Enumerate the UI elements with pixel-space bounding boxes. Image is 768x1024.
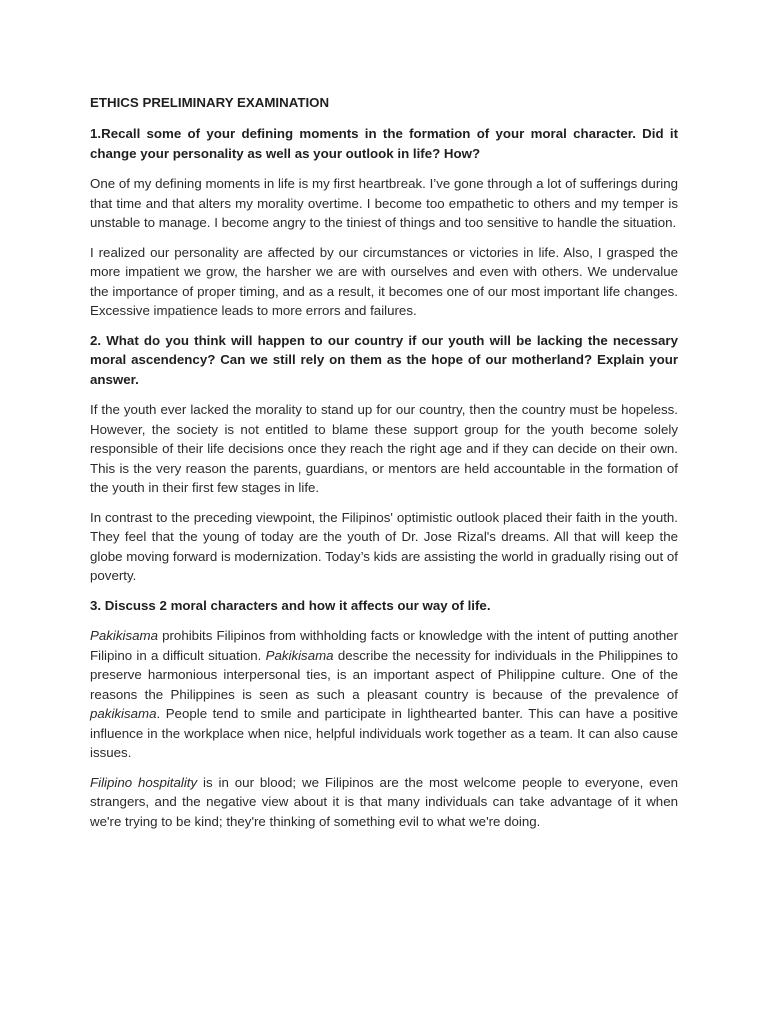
term-pakikisama-1: Pakikisama [90, 628, 158, 643]
question-2-heading: 2. What do you think will happen to our country if our youth will be lacking the necessary moral ascendency? Can we still rely on them as the hope of our motherland? Explain your answer. [90, 332, 678, 387]
answer-1-paragraph-1: One of my defining moments in life is my first heartbreak. I’ve gone through a lot of sufferings during that time and that alters my morality overtime. I become too empathetic to others and my temper is unstable to manage. I become angry to the tiniest of things and too sensitive to handle the situation. [90, 176, 678, 230]
question-1-heading: 1.Recall some of your defining moments in the formation of your moral character. Did it change your personality as well as your outlook in life? How? [90, 126, 678, 161]
answer-3-p1-text-2: describe the necessity for individuals in the Philippines to preserve harmonious interpersonal ties, is an important aspect of Philippine culture. One of the reasons the Philippines is seen as such a pleasant country is because of the prevalence of [90, 647, 678, 702]
question-3-heading: 3. Discuss 2 moral characters and how it affects our way of life. [90, 597, 491, 613]
answer-3-p2-text-1: is in our blood; we Filipinos are the most welcome people to everyone, even strangers, and the negative view about it is that many individuals can take advantage of it when we're trying to be kind; they're thinking of something evil to what we're doing. [90, 774, 679, 829]
answer-2-paragraph-1: If the youth ever lacked the morality to stand up for our country, then the country must be hopeless. However, the society is not entitled to blame these support group for the youth become solely responsible of their life decisions once they reach the right age and if they can decide on their own. This is the very reason the parents, guardians, or mentors are held accountable in the formation of the youth in their first few stages in life. [90, 402, 678, 495]
question-1-section [90, 124, 678, 321]
term-filipino-hospitality: Filipino hospitality [90, 774, 198, 790]
term-pakikisama-3: pakikisama [90, 706, 157, 721]
answer-3-p1-text-1: prohibits Filipinos from withholding facts or knowledge with the intent of putting another Filipino in a difficult situation. [90, 628, 678, 663]
answer-3-paragraph-1 [90, 626, 678, 763]
question-3-section [90, 596, 678, 832]
question-2-section [90, 331, 678, 586]
answer-3-paragraph-2 [90, 773, 678, 832]
document-title: ETHICS PRELIMINARY EXAMINATION [90, 95, 330, 110]
answer-3-p1-text-3: . People tend to smile and participate in lighthearted banter. This can have a positive influence in the workplace when nice, helpful individuals work together as a team. It can also cause issues. [90, 706, 678, 760]
term-pakikisama-2: Pakikisama [265, 647, 334, 663]
answer-2-paragraph-2: In contrast to the preceding viewpoint, the Filipinos' optimistic outlook placed their faith in the youth. They feel that the young of today are the youth of Dr. Jose Rizal's dreams. All that will keep the globe moving forward is modernization. Today’s kids are assisting the world in gradually rising out of poverty. [90, 509, 678, 583]
answer-1-paragraph-2: I realized our personality are affected by our circumstances or victories in life. Also, I grasped the more impatient we grow, the harsher we are with ourselves and even with others. We undervalue the importance of proper timing, and as a result, it becomes one of our most important life changes. Excessive impatience leads to more errors and failures. [90, 244, 678, 318]
